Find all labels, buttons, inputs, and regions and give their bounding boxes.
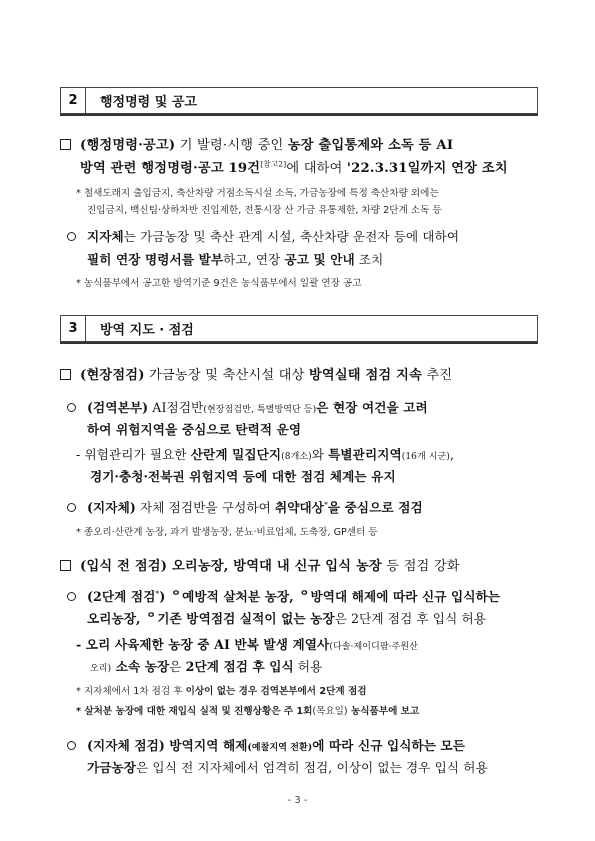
section-divider — [60, 114, 538, 116]
section-number: 2 — [61, 88, 86, 113]
section-divider — [60, 342, 538, 344]
section-title: 행정명령 및 공고 — [100, 95, 197, 110]
s3-dash2-line1: - 오리 사육제한 농장 중 AI 반복 발생 계열사(다솔·제이디팜·주원산 — [76, 637, 419, 652]
s2-para1-line1: (행정명령·공고) 기 발령·시행 중인 농장 출입통제와 소독 등 AI — [80, 138, 454, 153]
s3-circle4-line2: 가금농장은 입식 전 지자체에서 엄격히 점검, 이상이 없는 경우 입식 허용 — [87, 760, 488, 775]
s2-note1-line2: 진입금지, 백신팀·상하차반 진입제한, 전통시장 산 가금 유통제한, 차량 2단계 소독 등 — [87, 205, 442, 216]
circle-bullet-icon — [67, 232, 76, 241]
s3-note3: * 종오리·산란계 농장, 과거 발생농장, 분뇨·비료업체, 도축장, GP센터 등 — [76, 527, 378, 538]
s3-dash1-line1: - 위험관리가 필요한 산란계 밀집단지(8개소)와 특별관리지역(16개 시군), — [76, 447, 455, 462]
section-header-3 — [60, 315, 538, 342]
s2-circle1-line1: 지자체는 가금농장 및 축산 관계 시설, 축산차량 운전자 등에 대하여 — [87, 229, 460, 244]
s3-circle3-line1: (2단계 점검*) ᄋ예방적 살처분 농장, ᄋ방역대 해제에 따라 신규 입식하는 — [87, 588, 501, 604]
square-bullet-icon — [60, 369, 71, 380]
circle-bullet-icon — [67, 741, 76, 750]
s3-circle3-line2: 오리농장, ᄋ기존 방역점검 실적이 없는 농장은 2단계 점검 후 입식 허용 — [87, 611, 486, 626]
page-number: - 3 - — [287, 795, 308, 806]
section-header-2 — [60, 87, 538, 114]
circle-bullet-icon — [67, 503, 76, 512]
s3-circle4-line1: (지자체 점검) 방역지역 해제(예찰지역 전환)에 따라 신규 입식하는 모든 — [87, 738, 466, 753]
s3-circle1-line2: 하여 위험지역을 중심으로 탄력적 운영 — [87, 422, 302, 437]
section-number: 3 — [61, 316, 86, 341]
s3-para1: (현장점검) 가금농장 및 축산시설 대상 방역실태 점검 지속 추진 — [80, 368, 453, 383]
s3-note5: * 살처분 농장에 대한 재입식 실적 및 진행상황은 주 1회(목요일) 농식품부에 보고 — [76, 706, 420, 717]
s3-para2: (입식 전 점검) 오리농장, 방역대 내 신규 입식 농장 등 점검 강화 — [80, 559, 460, 574]
s2-para1-line2: 방역 관련 행정명령·공고 19건[참고2]에 대하여 '22.3.31일까지 연장 조치 — [80, 159, 508, 176]
square-bullet-icon — [60, 139, 71, 150]
section-title: 방역 지도 · 점검 — [100, 323, 194, 338]
circle-bullet-icon — [67, 403, 76, 412]
circle-bullet-icon — [67, 592, 76, 601]
s2-note1-line1: * 철새도래지 출입금지, 축산차량 거점소독시설 소독, 가금농장에 특정 축산차량 외에는 — [76, 188, 439, 199]
s3-note4: * 지자체에서 1차 점검 후 이상이 없는 경우 검역본부에서 2단계 점검 — [76, 686, 367, 697]
s3-dash2-line2: 오리) 소속 농장은 2단계 점검 후 입식 허용 — [90, 659, 323, 674]
s2-note2: * 농식품부에서 공고한 방역기준 9건은 농식품부에서 일괄 연장 공고 — [76, 278, 362, 289]
square-bullet-icon — [60, 560, 71, 571]
s3-circle1-line1: (검역본부) AI점검반(현장점검반, 특별방역단 등)은 현장 여건을 고려 — [87, 400, 428, 415]
s2-circle1-line2: 필히 연장 명령서를 발부하고, 연장 공고 및 안내 조치 — [87, 252, 384, 267]
s3-circle2: (지자체) 자체 점검반을 구성하여 취약대상*을 중심으로 점검 — [87, 499, 423, 515]
s3-dash1-line2: 경기·충청·전북권 위험지역 등에 대한 점검 체계는 유지 — [90, 469, 396, 484]
